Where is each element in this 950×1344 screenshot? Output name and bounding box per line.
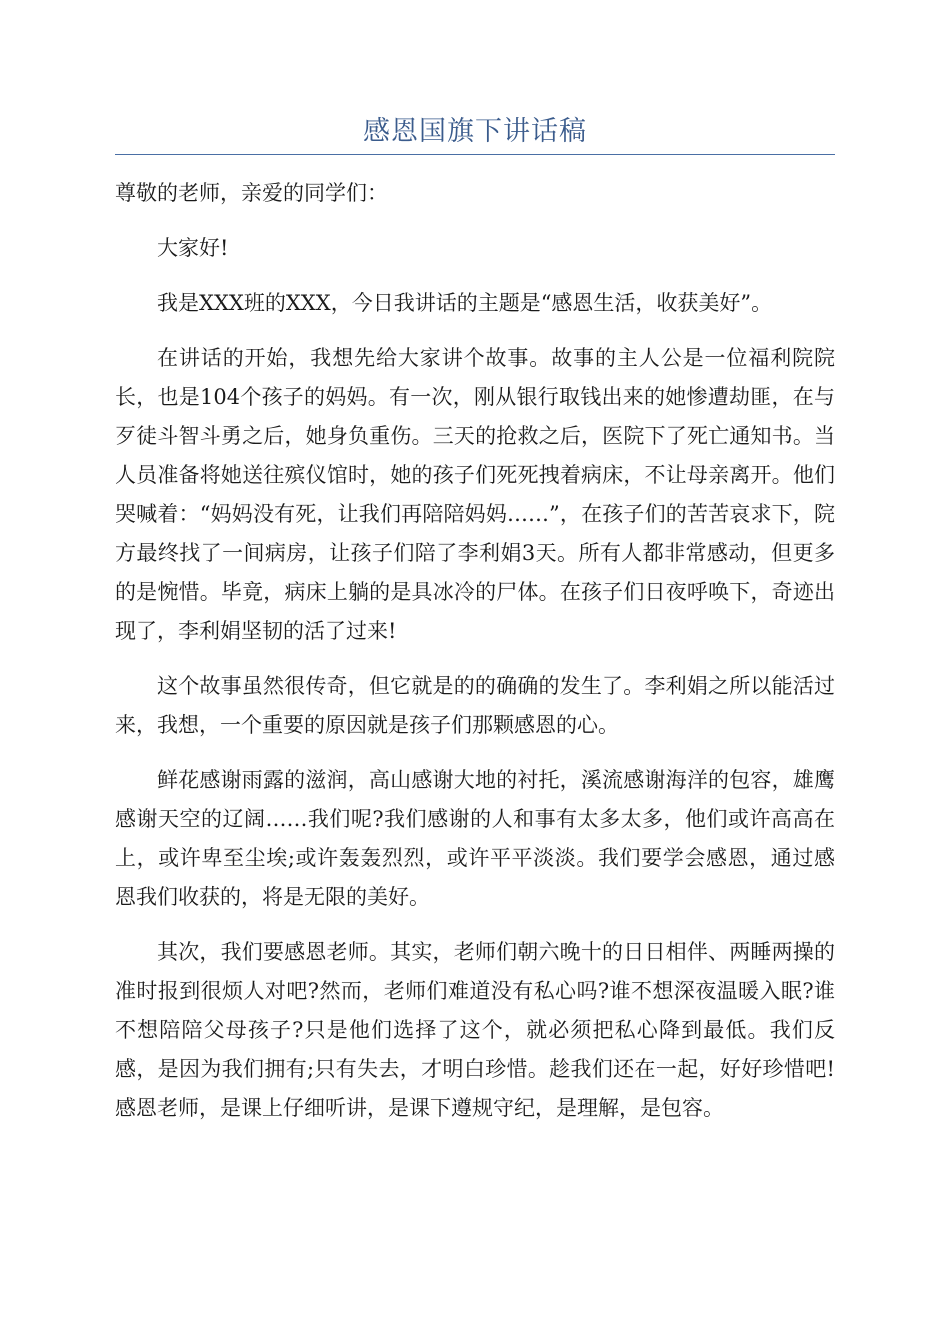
paragraph-gratitude: 鲜花感谢雨露的滋润，高山感谢大地的衬托，溪流感谢海洋的包容，雄鹰感谢天空的辽阔……我们呢?我们感谢的人和事有太多太多，他们或许高高在上，或许卑至尘埃;或许轰轰烈烈，或许平平淡淡。我们要学会感恩，通过感恩我们收获的，将是无限的美好。 <box>115 768 835 909</box>
salutation: 尊敬的老师，亲爱的同学们： <box>115 181 388 205</box>
paragraph-reflection: 这个故事虽然很传奇，但它就是的的确确的发生了。李利娟之所以能活过来，我想，一个重要的原因就是孩子们那颗感恩的心。 <box>115 674 835 737</box>
title-underline <box>115 154 835 155</box>
document-body <box>115 174 835 1144</box>
paragraph-greeting: 大家好! <box>157 236 229 260</box>
paragraph-story: 在讲话的开始，我想先给大家讲个故事。故事的主人公是一位福利院院长，也是104个孩子的妈妈。有一次，刚从银行取钱出来的她惨遭劫匪，在与歹徒斗智斗勇之后，她身负重伤。三天的抢救之后，医院下了死亡通知书。当人员准备将她送往殡仪馆时，她的孩子们死死拽着病床，不让母亲离开。他们哭喊着：“妈妈没有死，让我们再陪陪妈妈……”，在孩子们的苦苦哀求下，院方最终找了一间病房，让孩子们陪了李利娟3天。所有人都非常感动，但更多的是惋惜。毕竟，病床上躺的是具冰冷的尸体。在孩子们日夜呼唤下，奇迹出现了，李利娟坚韧的活了过来! <box>115 346 835 643</box>
paragraph-teachers: 其次，我们要感恩老师。其实，老师们朝六晚十的日日相伴、两睡两操的准时报到很烦人对吧?然而，老师们难道没有私心吗?谁不想深夜温暖入眠?谁不想陪陪父母孩子?只是他们选择了这个，就必须把私心降到最低。我们反感，是因为我们拥有;只有失去，才明白珍惜。趁我们还在一起，好好珍惜吧!感恩老师，是课上仔细听讲，是课下遵规守纪，是理解，是包容。 <box>115 940 835 1120</box>
paragraph-intro: 我是XXX班的XXX，今日我讲话的主题是“感恩生活，收获美好”。 <box>157 291 773 315</box>
document-title: 感恩国旗下讲话稿 <box>363 116 587 147</box>
